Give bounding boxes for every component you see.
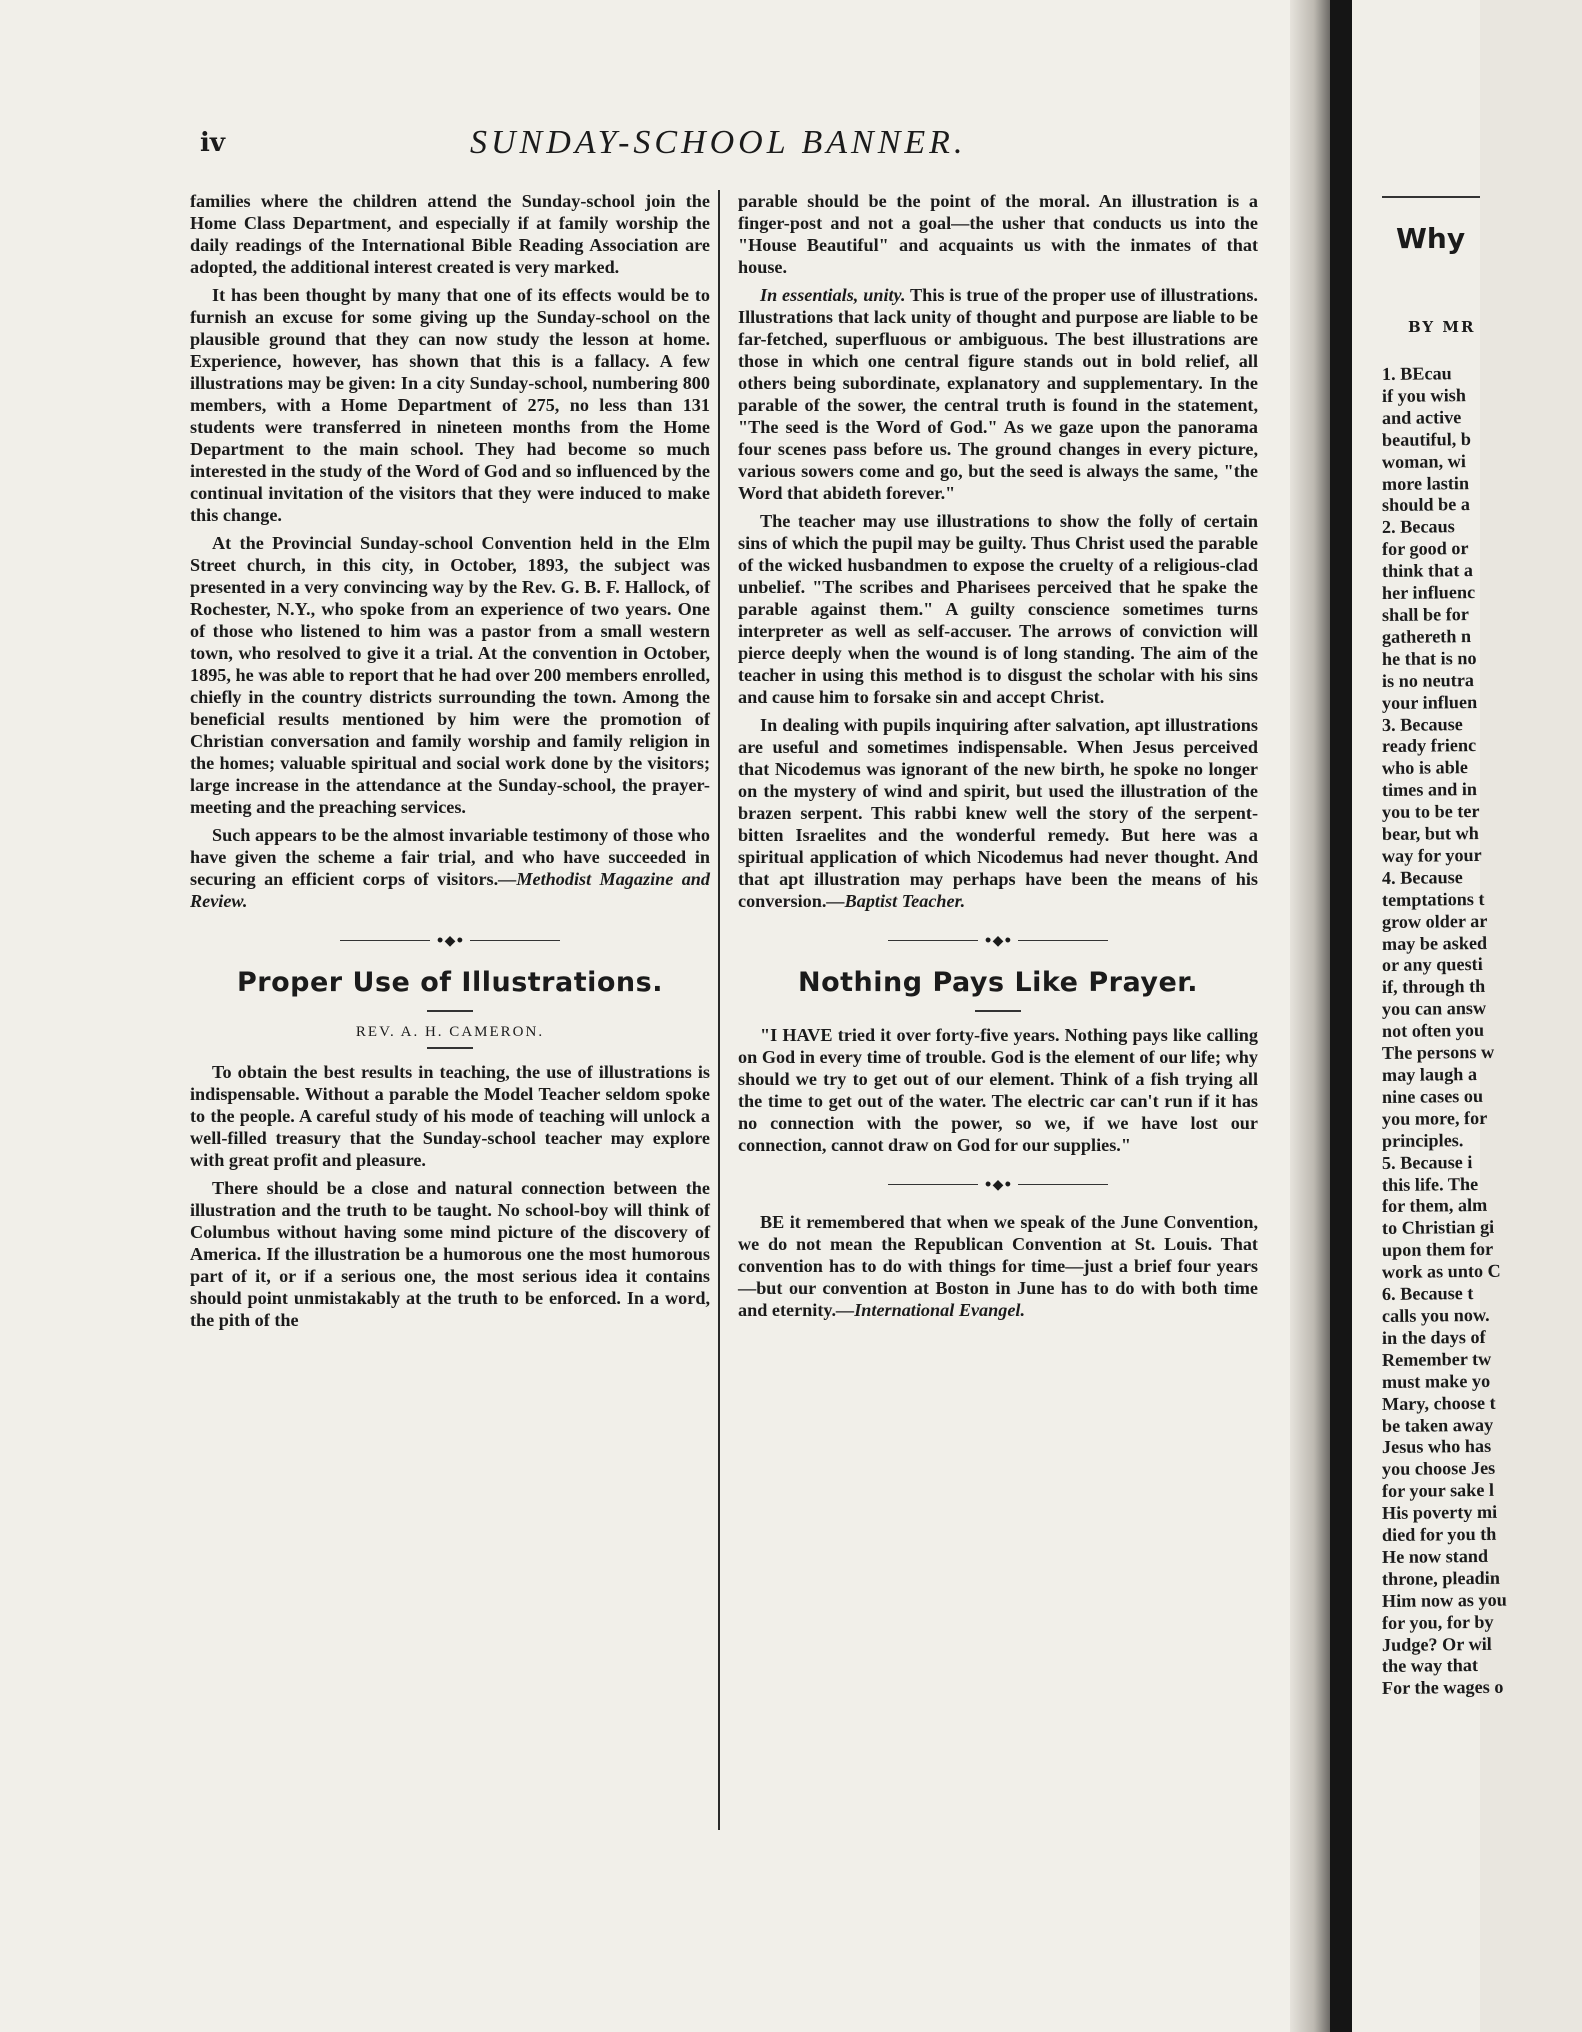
continuation-paragraph-3: At the Provincial Sunday-school Convention held in the Elm Street church, in this city, in October, 1893, the subject was presented in a very convincing way by the Rev. G. B. F. Hallock, of Rochester, N.Y., who spoke from an experience of two years. One of those who listened to him was a pastor from a small western town, who resolved to give it a trial. At the convention in October, 1895, he was able to report that he had over 200 members enrolled, chiefly in the country districts surrounding the town. Among the beneficial results mentioned by him were the promotion of Christian conversation and family worship and family religion in the homes; valuable spiritual and social work done by the visitors; large increase in the attendance at the Sunday-school, the prayer-meeting and the preaching services. [190, 533, 710, 817]
facing-page-line: His poverty mi [1381, 1501, 1498, 1524]
essentials-text: This is true of the proper use of illustrations. Illustrations that lack unity of thought and purpose are liable to be far-fetched, superfluous or ambiguous. The best illustrations are those in which one central figure stands out in bold relief, all others being subordinate, explanatory and supplementary. In the parable of the sower, the central truth is found in the statement, "The seed is the Word of God." As we gaze upon the panorama four scenes pass before us. The ground changes in every picture, various sowers come and go, but the seed is always the same, "the Word that abideth forever." [738, 285, 1258, 503]
binding-shadow [1330, 0, 1352, 2032]
facing-page-line: should be a [1381, 494, 1471, 516]
facing-page-line: throne, pleadin [1381, 1567, 1501, 1589]
continuation-paragraph-4 [190, 824, 710, 912]
article-title: Proper Use of Illustrations. [237, 967, 663, 998]
facing-page-byline: BY MR [1408, 318, 1476, 336]
continuation-paragraph-2: It has been thought by many that one of its effects would be to furnish an excuse for some giving up the Sunday-school on the plausible ground that they can now study the lesson at home. Experience, however, has shown that this is a fallacy. A few illustrations may be given: In a city Sunday-school, numbering 800 members, with a Home Department of 275, no less than 131 students were transferred in nineteen months from the Home Department to the main school. They had become so much interested in the study of the Word of God and so influenced by the continual invitation of the visitors that they were induced to make this change. [190, 285, 710, 525]
facing-page-line: upon them for [1381, 1239, 1494, 1261]
facing-page-line: temptations t [1381, 888, 1485, 910]
convention-paragraph [738, 1211, 1258, 1321]
facing-page-text [1382, 364, 1582, 1700]
prayer-title: Nothing Pays Like Prayer. [797, 967, 1199, 998]
facing-page-line: The persons w [1381, 1041, 1495, 1064]
facing-page-line: way for your [1381, 844, 1482, 866]
facing-page-line: for you, for by [1381, 1611, 1494, 1633]
facing-page-line: more lastin [1381, 472, 1470, 494]
facing-page-line: he that is no [1381, 647, 1477, 669]
right-paragraph-2 [738, 714, 1258, 912]
facing-page-line: you choose Jes [1381, 1458, 1496, 1480]
facing-page-line: your influen [1381, 691, 1478, 713]
source-baptist-teacher: —Baptist Teacher. [826, 891, 966, 911]
facing-page-rule [1382, 196, 1480, 198]
facing-page-line: 5. Because i [1381, 1151, 1473, 1173]
right-paragraph-2-text: In dealing with pupils inquiring after salvation, apt illustrations are useful and sometimes indispensable. When Jesus perceived that Nicodemus was ignorant of the new birth, he spoke no longer on the mystery of wind and spirit, but used the illustration of the brazen serpent. This rabbi knew well the story of the serpent-bitten Israelites and the wonderful remedy. But here was a spiritual application of which Nicodemus had never thought. And that apt illustration may perhaps have been the means of his conversion. [738, 715, 1258, 911]
facing-page-line: calls you now. [1381, 1304, 1490, 1326]
facing-page-line: nine cases ou [1381, 1085, 1484, 1107]
facing-page-line: ready frienc [1381, 735, 1477, 757]
facing-page-line: beautiful, b [1381, 428, 1472, 450]
continuation-source: —Methodist Magazine and Review. [190, 869, 711, 911]
facing-page-line: For the wages o [1381, 1677, 1504, 1699]
facing-page-line: He now stand [1381, 1545, 1489, 1567]
facing-page-line: for them, alm [1381, 1195, 1488, 1217]
article-paragraph-1: To obtain the best results in teaching, the use of illustrations is indispensable. Without a parable the Model Teacher seldom spoke to the people. A careful study of his mode of teaching will unlock a well-filled treasury that the Sunday-school teacher may explore with great profit and pleasure. [190, 1062, 710, 1170]
left-column [190, 190, 710, 1337]
facing-page-line: gathereth n [1381, 625, 1472, 647]
section-ornament-3: •◆• [738, 1174, 1258, 1193]
byline-rule [427, 1047, 473, 1049]
section-ornament-2: •◆• [738, 930, 1258, 949]
facing-page-line: 1. BEcau [1381, 363, 1452, 384]
facing-page-line: 2. Becaus [1381, 516, 1455, 538]
facing-page-line: this life. The [1381, 1173, 1479, 1195]
right-paragraph-1: The teacher may use illustrations to show the folly of certain sins of which the pupil may be guilty. Thus Christ used the parable of the wicked husbandmen to expose the cruelty of a religious-clad unbelief. "The scribes and Pharisees perceived that he spake the parable against them." A guilty conscience sometimes turns interpreter as well as self-accuser. The arrows of conviction will pierce deeply when the wound is of long standing. The aim of the teacher in using this method is to disgust the scholar with his sins and cause him to forsake sin and accept Christ. [738, 511, 1258, 707]
facing-page-line: grow older ar [1381, 910, 1488, 932]
facing-page-line: not often you [1381, 1020, 1485, 1042]
continued-paragraph: parable should be the point of the moral. An illustration is a finger-post and not a goal—the usher that conducts us into the "House Beautiful" and acquaints us with the inmates of that house. [738, 191, 1258, 277]
facing-page-line: be taken away [1381, 1414, 1494, 1436]
facing-page [1352, 0, 1507, 2032]
essentials-paragraph [738, 284, 1258, 504]
article-paragraph-2: There should be a close and natural connection between the illustration and the truth to be taught. No school-boy will think of Columbus without having some mind picture of the discovery of America. If the illustration be a humorous one the most humorous part of it, or if a serious one, the most serious idea it contains should point unmistakably at the truth to be enforced. In a word, the pith of the [190, 1178, 710, 1330]
facing-page-line: and active [1381, 406, 1462, 428]
facing-page-line: you to be ter [1381, 801, 1480, 823]
source-international-evangel: —International Evangel. [836, 1300, 1025, 1320]
facing-page-line: if, through th [1381, 976, 1486, 998]
page-number: iv [200, 128, 225, 158]
facing-page-line: or any questi [1381, 954, 1483, 976]
facing-page-line: Judge? Or wil [1381, 1633, 1492, 1655]
facing-page-line: woman, wi [1381, 450, 1466, 472]
facing-page-line: Jesus who has [1381, 1436, 1492, 1458]
facing-page-line: for good or [1381, 538, 1469, 560]
running-title: SUNDAY-SCHOOL BANNER. [470, 124, 967, 161]
facing-page-line: think that a [1381, 560, 1474, 582]
column-divider [718, 190, 720, 1830]
continuation-paragraph-1: families where the children attend the Sunday-school join the Home Class Department, and especially if at family worship the daily readings of the International Bible Reading Association are adopted, the additional interest created is very marked. [190, 191, 710, 277]
prayer-lead: "I HAVE [760, 1025, 833, 1045]
title-rule [427, 1010, 473, 1012]
article-byline: REV. A. H. CAMERON. [355, 1024, 545, 1040]
facing-page-line: the way that [1381, 1655, 1479, 1677]
facing-page-line: you more, for [1381, 1107, 1488, 1129]
convention-text: it remembered that when we speak of the June Convention, we do not mean the Republican Convention at St. Louis. That convention has to do with things for time—just a brief four years—but our convention at Boston in June has to do with both time and eternity. [738, 1212, 1258, 1320]
facing-page-line: bear, but wh [1381, 823, 1479, 845]
right-column [738, 190, 1258, 1327]
facing-page-line: 6. Because t [1381, 1283, 1474, 1305]
facing-page-title: Why [1396, 222, 1466, 255]
facing-page-line: is no neutra [1381, 669, 1475, 691]
page-gutter-shadow [1290, 0, 1330, 2032]
facing-page-line: may laugh a [1381, 1064, 1478, 1085]
facing-page-line: if you wish [1381, 385, 1466, 406]
essentials-lead: In essentials, unity. [760, 285, 906, 305]
facing-page-line: Him now as you [1381, 1589, 1507, 1611]
facing-page-line: 3. Because [1381, 713, 1463, 735]
facing-page-line: who is able [1381, 757, 1468, 779]
convention-lead: BE [760, 1212, 785, 1232]
continuation-paragraph-4-text: Such appears to be the almost invariable testimony of those who have given the scheme a fair trial, and who have succeeded in securing an efficient corps of visitors. [190, 825, 710, 889]
facing-page-line: in the days of [1381, 1326, 1486, 1348]
facing-page-line: Mary, choose t [1381, 1392, 1496, 1414]
facing-page-line: times and in [1381, 779, 1478, 801]
facing-page-line: 4. Because [1381, 866, 1463, 888]
prayer-text: tried it over forty-five years. Nothing pays like calling on God in every time of trouble. God is the element of our life; why should we try to get out of our element. Think of a fish trying all the time to get out of the water. The electric car can't run if it has no connection with the power, so we, if we have lost our connection, cannot draw on God for our supplies." [738, 1025, 1258, 1155]
facing-page-line: may be asked [1381, 932, 1488, 954]
facing-page-line: must make yo [1381, 1370, 1491, 1392]
prayer-paragraph [738, 1024, 1258, 1156]
facing-page-line: Remember tw [1381, 1348, 1492, 1370]
prayer-title-rule [975, 1010, 1021, 1012]
facing-page-line: work as unto C [1381, 1260, 1501, 1283]
facing-page-line: her influenc [1381, 582, 1476, 604]
facing-page-line: you can answ [1381, 998, 1487, 1020]
facing-page-line: died for you th [1381, 1523, 1497, 1546]
facing-page-line: shall be for [1381, 604, 1469, 625]
facing-page-line: for your sake l [1381, 1480, 1495, 1502]
section-ornament: •◆• [190, 930, 710, 949]
facing-page-line: principles. [1381, 1129, 1464, 1151]
facing-page-line: to Christian gi [1381, 1217, 1495, 1239]
